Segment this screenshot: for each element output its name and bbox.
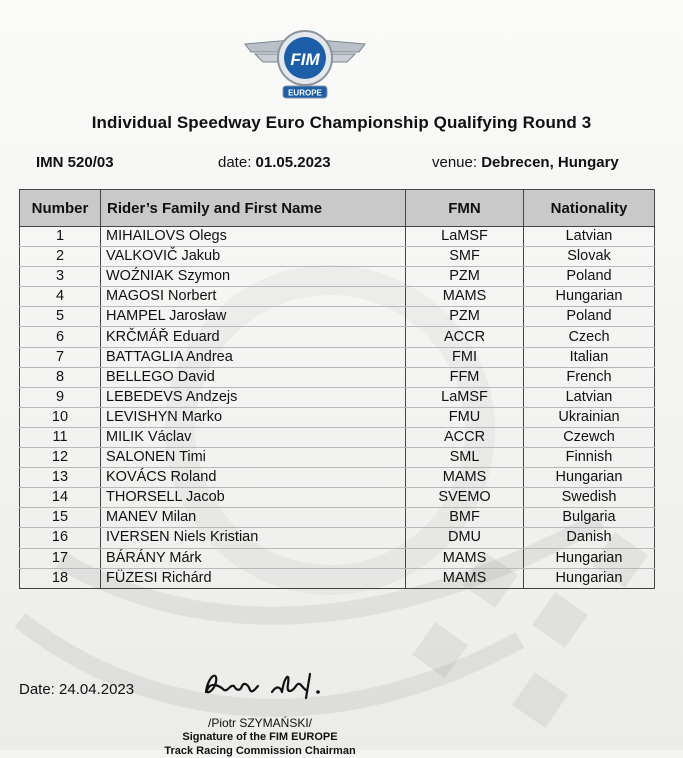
- cell-name: BELLEGO David: [101, 367, 406, 387]
- cell-number: 1: [20, 227, 101, 247]
- cell-fmn: PZM: [406, 267, 524, 287]
- cell-fmn: DMU: [406, 528, 524, 548]
- cell-nationality: Czech: [524, 327, 655, 347]
- header-number: Number: [20, 190, 101, 227]
- cell-number: 16: [20, 528, 101, 548]
- table-row: [20, 247, 655, 267]
- table-row: [20, 488, 655, 508]
- cell-fmn: PZM: [406, 307, 524, 327]
- signer-block: [0, 716, 520, 758]
- cell-name: VALKOVIČ Jakub: [101, 247, 406, 267]
- signer-role: Signature of the FIM EUROPE: [182, 731, 338, 743]
- cell-name: SALONEN Timi: [101, 448, 406, 468]
- cell-name: LEVISHYN Marko: [101, 407, 406, 427]
- cell-fmn: MAMS: [406, 548, 524, 568]
- cell-fmn: SMF: [406, 247, 524, 267]
- cell-nationality: Bulgaria: [524, 508, 655, 528]
- logo-initials: FIM: [290, 50, 320, 69]
- cell-fmn: FMI: [406, 347, 524, 367]
- cell-number: 9: [20, 387, 101, 407]
- cell-nationality: Danish: [524, 528, 655, 548]
- table-header-row: [20, 190, 655, 227]
- cell-nationality: Czewch: [524, 427, 655, 447]
- signer-name: /Piotr SZYMAŃSKI/: [207, 716, 313, 730]
- cell-number: 15: [20, 508, 101, 528]
- cell-fmn: MAMS: [406, 468, 524, 488]
- cell-number: 17: [20, 548, 101, 568]
- table-row: [20, 367, 655, 387]
- cell-nationality: Finnish: [524, 448, 655, 468]
- cell-number: 6: [20, 327, 101, 347]
- table-row: [20, 548, 655, 568]
- cell-number: 13: [20, 468, 101, 488]
- table-row: [20, 427, 655, 447]
- table-row: [20, 528, 655, 548]
- cell-fmn: SML: [406, 448, 524, 468]
- event-venue-value: Debrecen, Hungary: [481, 154, 619, 171]
- fim-europe-logo: [243, 22, 367, 102]
- document-title: Individual Speedway Euro Championship Qualifying Round 3: [91, 113, 592, 132]
- handwritten-signature: [198, 662, 330, 704]
- cell-nationality: Swedish: [524, 488, 655, 508]
- cell-nationality: Slovak: [524, 247, 655, 267]
- cell-number: 12: [20, 448, 101, 468]
- imn-code: IMN 520/03: [36, 154, 114, 171]
- cell-number: 8: [20, 367, 101, 387]
- event-venue-label: venue:: [432, 154, 478, 171]
- table-row: [20, 287, 655, 307]
- cell-nationality: Latvian: [524, 227, 655, 247]
- riders-table: [19, 189, 655, 589]
- header-name: Rider’s Family and First Name: [101, 190, 406, 227]
- cell-name: THORSELL Jacob: [101, 488, 406, 508]
- cell-nationality: Hungarian: [524, 468, 655, 488]
- cell-nationality: Hungarian: [524, 568, 655, 588]
- cell-fmn: MAMS: [406, 568, 524, 588]
- cell-name: MAGOSI Norbert: [101, 287, 406, 307]
- cell-name: IVERSEN Niels Kristian: [101, 528, 406, 548]
- cell-fmn: BMF: [406, 508, 524, 528]
- table-row: [20, 508, 655, 528]
- cell-fmn: SVEMO: [406, 488, 524, 508]
- table-row: [20, 407, 655, 427]
- cell-nationality: Ukrainian: [524, 407, 655, 427]
- cell-number: 2: [20, 247, 101, 267]
- cell-name: MANEV Milan: [101, 508, 406, 528]
- cell-name: MILIK Václav: [101, 427, 406, 447]
- table-row: [20, 267, 655, 287]
- cell-name: FÜZESI Richárd: [101, 568, 406, 588]
- table-row: [20, 568, 655, 588]
- table-row: [20, 448, 655, 468]
- table-row: [20, 307, 655, 327]
- header-nationality: Nationality: [524, 190, 655, 227]
- cell-name: BATTAGLIA Andrea: [101, 347, 406, 367]
- cell-name: KRČMÁŘ Eduard: [101, 327, 406, 347]
- logo-subtitle: EUROPE: [288, 88, 322, 98]
- header-fmn: FMN: [406, 190, 524, 227]
- cell-name: WOŹNIAK Szymon: [101, 267, 406, 287]
- signature-date: Date: 24.04.2023: [19, 681, 135, 698]
- cell-nationality: Poland: [524, 307, 655, 327]
- event-date-value: 01.05.2023: [255, 154, 331, 171]
- cell-name: LEBEDEVS Andzejs: [101, 387, 406, 407]
- cell-fmn: LaMSF: [406, 387, 524, 407]
- event-venue: [432, 154, 619, 171]
- cell-number: 18: [20, 568, 101, 588]
- event-date: [218, 154, 331, 171]
- event-date-label: date:: [218, 154, 252, 171]
- cell-name: HAMPEL Jarosław: [101, 307, 406, 327]
- cell-number: 14: [20, 488, 101, 508]
- cell-fmn: MAMS: [406, 287, 524, 307]
- cell-name: BÁRÁNY Márk: [101, 548, 406, 568]
- cell-fmn: FMU: [406, 407, 524, 427]
- cell-number: 4: [20, 287, 101, 307]
- table-row: [20, 327, 655, 347]
- cell-number: 11: [20, 427, 101, 447]
- cell-number: 3: [20, 267, 101, 287]
- table-row: [20, 227, 655, 247]
- cell-name: MIHAILOVS Olegs: [101, 227, 406, 247]
- cell-nationality: Latvian: [524, 387, 655, 407]
- table-row: [20, 347, 655, 367]
- cell-fmn: ACCR: [406, 327, 524, 347]
- cell-number: 5: [20, 307, 101, 327]
- cell-number: 10: [20, 407, 101, 427]
- cell-nationality: Hungarian: [524, 287, 655, 307]
- cell-fmn: FFM: [406, 367, 524, 387]
- cell-number: 7: [20, 347, 101, 367]
- cell-nationality: Italian: [524, 347, 655, 367]
- cell-nationality: Poland: [524, 267, 655, 287]
- cell-nationality: French: [524, 367, 655, 387]
- cell-fmn: LaMSF: [406, 227, 524, 247]
- signer-title: Track Racing Commission Chairman: [164, 745, 356, 757]
- cell-nationality: Hungarian: [524, 548, 655, 568]
- table-row: [20, 387, 655, 407]
- cell-fmn: ACCR: [406, 427, 524, 447]
- cell-name: KOVÁCS Roland: [101, 468, 406, 488]
- table-row: [20, 468, 655, 488]
